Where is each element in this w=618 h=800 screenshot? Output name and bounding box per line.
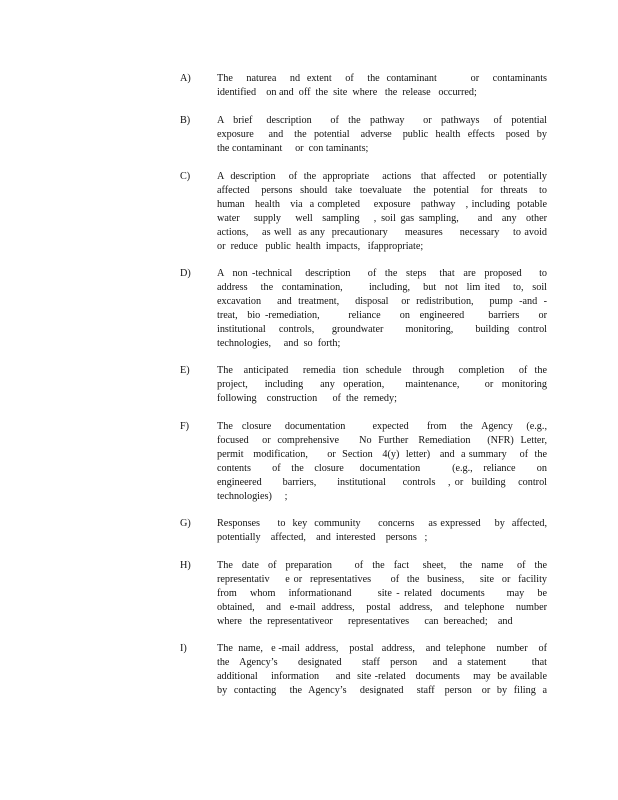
item-text xyxy=(217,642,547,698)
text-line: The name, e -mail address, postal address, and telephone number of xyxy=(217,643,547,654)
item-label: F) xyxy=(180,421,190,432)
item-text xyxy=(217,114,547,156)
text-line: The anticipated remedia tion schedule through completion of the xyxy=(217,365,547,376)
text-line: excavation and treatment, disposal or redistribution, pump -and - xyxy=(217,296,547,307)
text-line: technologies) ; xyxy=(217,491,288,502)
text-line: A brief description of the pathway or pathways of potential xyxy=(217,115,547,126)
text-line: additional information and site -related documents may be available xyxy=(217,671,547,682)
text-line: representativ e or representatives of the business, site or facility xyxy=(217,574,547,585)
text-line: engineered barriers, institutional controls , or building control xyxy=(217,477,547,488)
text-line: institutional controls, groundwater monitoring, building control xyxy=(217,324,547,335)
item-label: D) xyxy=(180,268,191,279)
item-label: H) xyxy=(180,560,191,571)
item-label: I) xyxy=(180,643,187,654)
text-line: A description of the appropriate actions that affected or potentially xyxy=(217,171,547,182)
text-line: potentially affected, and interested persons ; xyxy=(217,532,428,543)
text-line: technologies, and so forth; xyxy=(217,338,341,349)
text-line: the contaminant or con taminants; xyxy=(217,143,369,154)
text-line: A non -technical description of the steps that are proposed to xyxy=(217,268,547,279)
text-line: actions, as well as any precautionary measures necessary to avoid xyxy=(217,227,547,238)
item-text xyxy=(217,420,547,504)
item-text xyxy=(217,559,547,629)
text-line: contents of the closure documentation (e.g., reliance on xyxy=(217,463,547,474)
text-line: obtained, and e-mail address, postal address, and telephone number xyxy=(217,602,547,613)
text-line: identified on and off the site where the release occurred; xyxy=(217,87,477,98)
text-line: Responses to key community concerns as expressed by affected, xyxy=(217,518,547,529)
item-label: E) xyxy=(180,365,190,376)
text-line: where the representativeor representatives can bereached; and xyxy=(217,616,513,627)
item-text xyxy=(217,72,547,100)
text-line: project, including any operation, maintenance, or monitoring xyxy=(217,379,547,390)
item-text xyxy=(217,170,547,254)
text-line: The date of preparation of the fact sheet, the name of the xyxy=(217,560,547,571)
item-text xyxy=(217,517,547,545)
item-text xyxy=(217,267,547,351)
text-line: address the contamination, including, but not lim ited to, soil xyxy=(217,282,547,293)
text-line: The naturea nd extent of the contaminant or contaminants xyxy=(217,73,547,84)
text-line: human health via a completed exposure pathway , including potable xyxy=(217,199,547,210)
text-line: water supply well sampling , soil gas sampling, and any other xyxy=(217,213,547,224)
item-text xyxy=(217,364,547,406)
text-line: focused or comprehensive No Further Remediation (NFR) Letter, xyxy=(217,435,547,446)
text-line: treat, bio -remediation, reliance on engineered barriers or xyxy=(217,310,547,321)
text-line: by contacting the Agency’s designated staff person or by filing a xyxy=(217,685,547,696)
text-line: from whom informationand site - related documents may be xyxy=(217,588,547,599)
text-line: The closure documentation expected from the Agency (e.g., xyxy=(217,421,547,432)
item-label: G) xyxy=(180,518,191,529)
text-line: exposure and the potential adverse public health effects posed by xyxy=(217,129,547,140)
text-line: or reduce public health impacts, ifappropriate; xyxy=(217,241,424,252)
item-label: B) xyxy=(180,115,191,126)
text-line: the Agency’s designated staff person and a statement that xyxy=(217,657,547,668)
item-label: A) xyxy=(180,73,191,84)
text-line: permit modification, or Section 4(y) letter) and a summary of the xyxy=(217,449,547,460)
text-line: affected persons should take toevaluate the potential for threats to xyxy=(217,185,547,196)
item-label: C) xyxy=(180,171,191,182)
text-line: following construction of the remedy; xyxy=(217,393,397,404)
